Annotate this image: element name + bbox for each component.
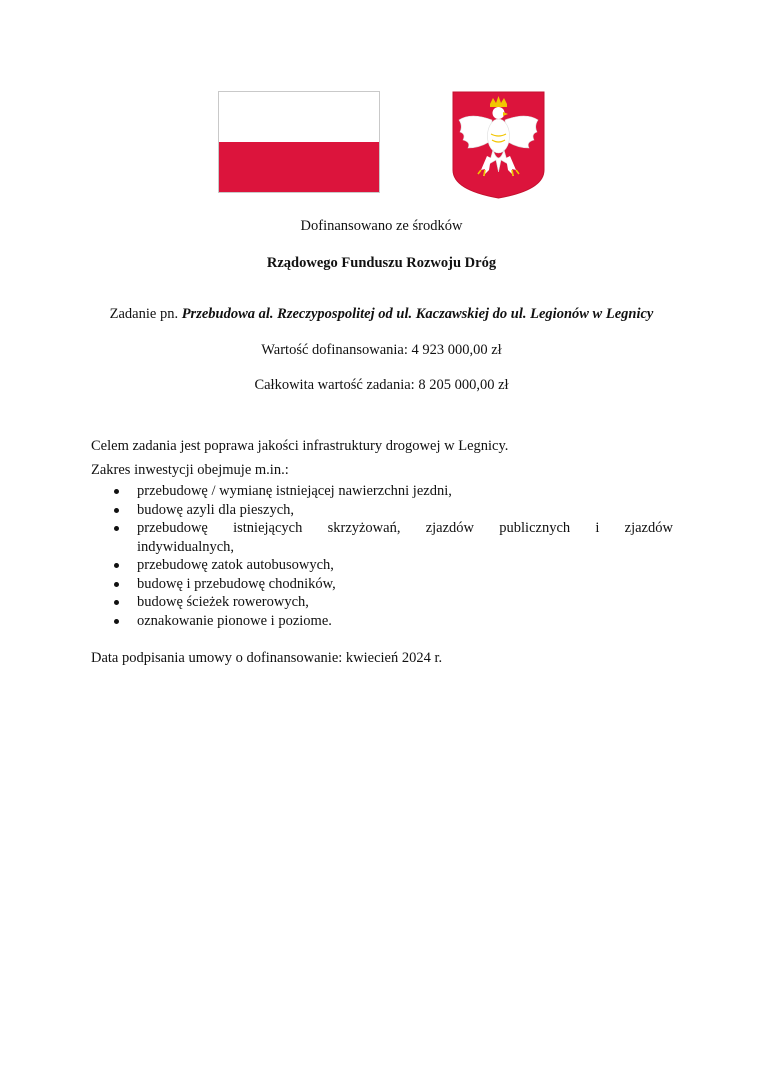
cofinanced-line: Dofinansowano ze środków [300,218,463,234]
list-item-text: budowę i przebudowę chodników, [137,575,336,592]
list-item-text: oznakowanie pionowe i poziome. [137,612,332,629]
fund-name: Rządowego Funduszu Rozwoju Dróg [266,255,497,271]
signing-date: Data podpisania umowy o dofinansowanie: kwiecień 2024 r. [91,650,443,666]
task-name: Przebudowa al. Rzeczypospolitej od ul. Kaczawskiej do ul. Legionów w Legnicy [181,306,654,322]
list-item-text: budowę azyli dla pieszych, [137,501,295,518]
flag-red-stripe [219,142,379,192]
word: skrzyżowań, [327,520,401,536]
bullet-icon [114,489,119,494]
cofinancing-value: Wartość dofinansowania: 4 923 000,00 zł [261,342,502,358]
word: przebudowę [137,520,208,536]
word: zjazdów [624,520,673,536]
task-prefix: Zadanie pn. [109,306,182,322]
word: i [595,520,600,536]
task-line [0,306,763,323]
list-item-continuation: indywidualnych, [137,538,235,555]
flag-white-stripe [219,92,379,142]
list-item [91,612,673,631]
word: publicznych [499,520,571,536]
word: zjazdów [425,520,475,536]
word: istniejących [233,520,303,536]
scope-list [91,482,673,630]
polish-eagle-emblem-icon [451,90,546,200]
list-item [91,593,673,612]
list-item [91,556,673,575]
scope-intro: Zakres inwestycji obejmuje m.in.: [91,462,289,478]
bullet-icon [114,600,119,605]
list-item-text: przebudowę / wymianę istniejącej nawierzchni jezdni, [137,483,452,499]
total-value: Całkowita wartość zadania: 8 205 000,00 zł [254,377,509,393]
list-item-text-justified [137,519,673,538]
list-item [91,501,673,520]
bullet-icon [114,508,119,513]
bullet-icon [114,563,119,568]
list-item-text: budowę ścieżek rowerowych, [137,594,309,610]
list-item [91,482,673,501]
list-item [91,575,673,594]
poland-flag [218,91,380,193]
bullet-icon [114,619,119,624]
list-item [91,519,673,556]
bullet-icon [114,582,119,587]
goal-paragraph: Celem zadania jest poprawa jakości infrastruktury drogowej w Legnicy. [91,438,509,454]
bullet-icon [114,526,119,531]
list-item-text: przebudowę zatok autobusowych, [137,557,334,573]
